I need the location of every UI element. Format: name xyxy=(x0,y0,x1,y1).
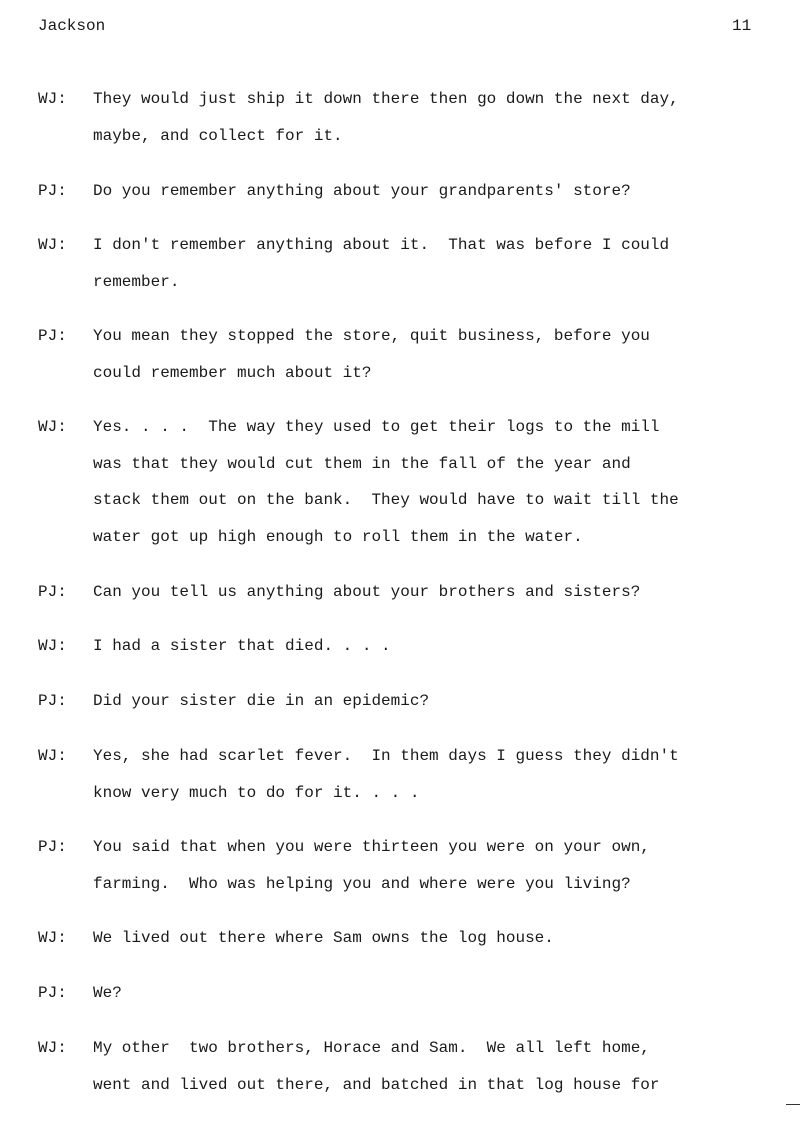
speaker-label: PJ: xyxy=(38,984,67,1002)
utterance-text xyxy=(93,227,763,300)
utterance-line: Can you tell us anything about your brothers and sisters? xyxy=(93,583,641,601)
utterance-line: We lived out there where Sam owns the log house. xyxy=(93,929,554,947)
utterance-line: went and lived out there, and batched in that log house for xyxy=(93,1075,660,1094)
speaker-label: WJ: xyxy=(38,1039,67,1057)
utterance-line: know very much to do for it. . . . xyxy=(93,783,420,802)
utterance-line: You mean they stopped the store, quit business, before you xyxy=(93,327,650,345)
utterance-line: I don't remember anything about it. That was before I could xyxy=(93,236,670,254)
utterance-text xyxy=(93,628,763,665)
speaker-label: WJ: xyxy=(38,236,67,254)
utterance-line: Yes, she had scarlet fever. In them days I guess they didn't xyxy=(93,747,679,765)
speaker-label: WJ: xyxy=(38,637,67,655)
speaker-label: PJ: xyxy=(38,692,67,710)
speaker-label: WJ: xyxy=(38,418,67,436)
utterance-line: water got up high enough to roll them in the water. xyxy=(93,527,583,546)
speaker-label: WJ: xyxy=(38,90,67,108)
utterance-line: remember. xyxy=(93,272,180,291)
utterance-text xyxy=(93,920,763,957)
utterance-text xyxy=(93,318,763,391)
utterance-text xyxy=(93,81,763,154)
page-number: 11 xyxy=(732,17,752,35)
speaker-label: WJ: xyxy=(38,747,67,765)
utterance-line: I had a sister that died. . . . xyxy=(93,637,391,655)
utterance-line: My other two brothers, Horace and Sam. We all left home, xyxy=(93,1039,650,1057)
utterance-line: maybe, and collect for it. xyxy=(93,126,343,145)
utterance-line: Do you remember anything about your grandparents' store? xyxy=(93,182,631,200)
utterance-line: You said that when you were thirteen you were on your own, xyxy=(93,838,650,856)
utterance-line: was that they would cut them in the fall of the year and xyxy=(93,454,631,473)
utterance-text xyxy=(93,1030,763,1103)
utterance-text xyxy=(93,409,763,555)
speaker-label: PJ: xyxy=(38,182,67,200)
utterance-line: farming. Who was helping you and where were you living? xyxy=(93,874,631,893)
utterance-text xyxy=(93,683,763,720)
interviewee-name: Jackson xyxy=(38,17,106,35)
utterance-line: stack them out on the bank. They would have to wait till the xyxy=(93,491,679,509)
utterance-line: Yes. . . . The way they used to get their logs to the mill xyxy=(93,418,660,436)
utterance-text xyxy=(93,173,763,210)
speaker-label: WJ: xyxy=(38,929,67,947)
utterance-text xyxy=(93,975,763,1012)
speaker-label: PJ: xyxy=(38,838,67,856)
utterance-text xyxy=(93,574,763,611)
utterance-text xyxy=(93,738,763,811)
utterance-text xyxy=(93,829,763,902)
speaker-label: PJ: xyxy=(38,327,67,345)
utterance-line: We? xyxy=(93,984,122,1002)
speaker-label: PJ: xyxy=(38,583,67,601)
utterance-line: could remember much about it? xyxy=(93,363,372,382)
utterance-line: Did your sister die in an epidemic? xyxy=(93,692,430,710)
margin-mark xyxy=(786,1104,800,1105)
utterance-line: They would just ship it down there then go down the next day, xyxy=(93,90,679,108)
